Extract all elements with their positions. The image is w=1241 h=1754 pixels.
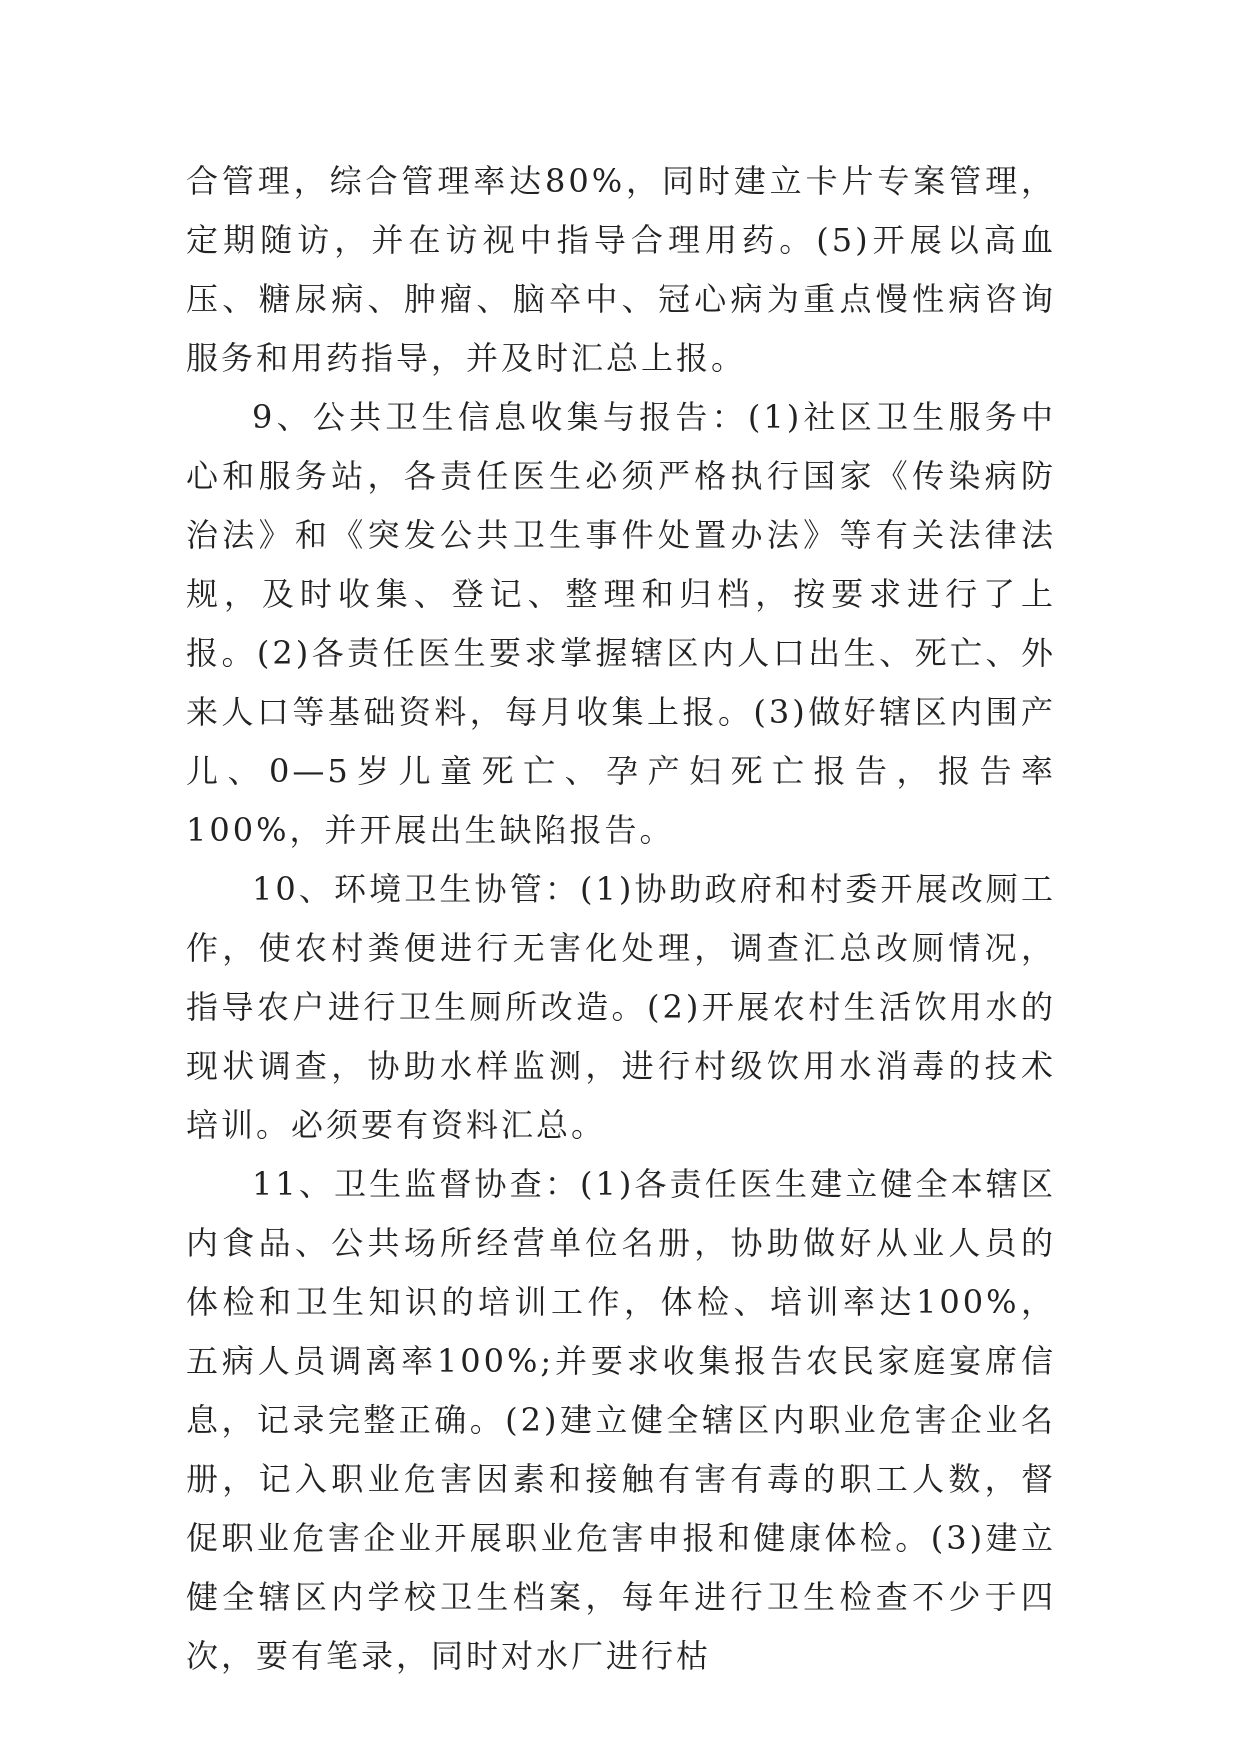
paragraph-health-supervision: 11、卫生监督协查：(1)各责任医生建立健全本辖区内食品、公共场所经营单位名册，协助做好从业人员的体检和卫生知识的培训工作，体检、培训率达100%，五病人员调离率100%;并要求收集报告农民家庭宴席信息，记录完整正确。(2)建立健全辖区内职业危害企业名册，记入职业危害因素和接触有害有毒的职工人数，督促职业危害企业开展职业危害申报和健康体检。(3)建立健全辖区内学校卫生档案，每年进行卫生检查不少于四次，要有笔录，同时对水厂进行枯	[186, 1165, 1056, 1675]
paragraph-chronic-disease-continued: 合管理，综合管理率达80%，同时建立卡片专案管理，定期随访，并在访视中指导合理用药。(5)开展以高血压、糖尿病、肿瘤、脑卒中、冠心病为重点慢性病咨询服务和用药指导，并及时汇总上报。	[186, 162, 1056, 377]
body-text	[186, 152, 1056, 1686]
paragraph-environmental-health: 10、环境卫生协管：(1)协助政府和村委开展改厕工作，使农村粪便进行无害化处理，调查汇总改厕情况，指导农户进行卫生厕所改造。(2)开展农村生活饮用水的现状调查，协助水样监测，进行村级饮用水消毒的技术培训。必须要有资料汇总。	[186, 870, 1056, 1144]
paragraph-public-health-information: 9、公共卫生信息收集与报告：(1)社区卫生服务中心和服务站，各责任医生必须严格执行国家《传染病防治法》和《突发公共卫生事件处置办法》等有关法律法规，及时收集、登记、整理和归档，按要求进行了上报。(2)各责任医生要求掌握辖区内人口出生、死亡、外来人口等基础资料，每月收集上报。(3)做好辖区内围产儿、0—5岁儿童死亡、孕产妇死亡报告，报告率100%，并开展出生缺陷报告。	[186, 398, 1056, 849]
